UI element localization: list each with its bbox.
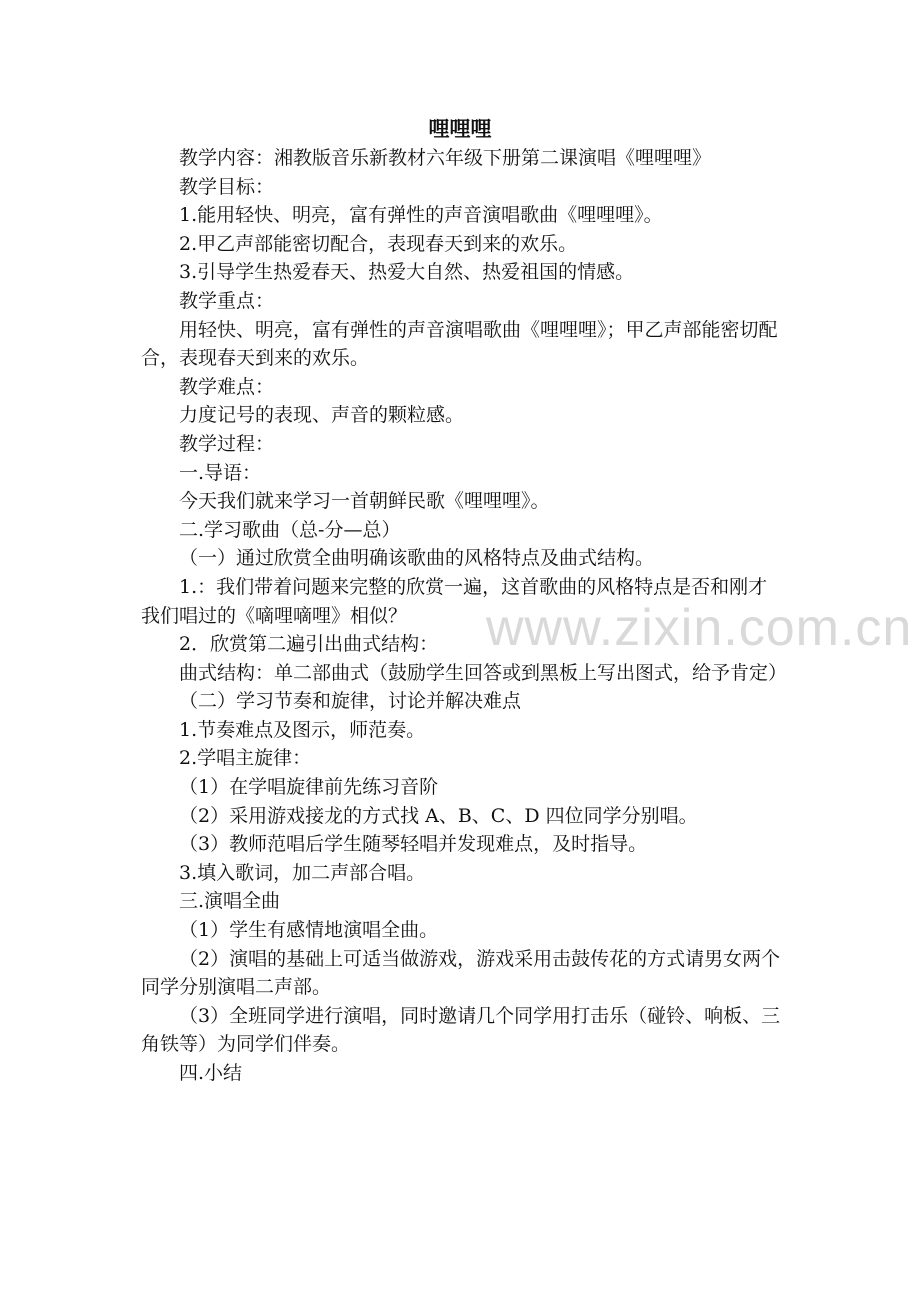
step-2-1-1: 1.：我们带着问题来完整的欣赏一遍，这首歌曲的风格特点是否和刚才我们唱过的《嘀哩嘀哩》相似？ [141,575,768,627]
step-3-2: （2）演唱的基础上可适当做游戏，游戏采用击鼓传花的方式请男女两个同学分别演唱二声部。 [141,947,781,999]
step-3-3: （3）全班同学进行演唱，同时邀请几个同学用打击乐（碰铃、响板、三角铁等）为同学们伴奏。 [141,1004,781,1056]
step-2-2-1: 1.节奏难点及图示，师范奏。 [179,718,426,741]
step-2-2-3: 3.填入歌词，加二声部合唱。 [179,861,426,884]
form-structure-text: 曲式结构：单二部曲式（鼓励学生回答或到黑板上写出图式，给予肯定） [179,661,788,684]
document-title: 哩哩哩 [428,116,492,141]
step-2-2-2-b: （2）采用游戏接龙的方式找 A、B、C、D 四位同学分别唱。 [179,804,698,827]
step-2-2-2-a: （1）在学唱旋律前先练习音阶 [179,776,439,799]
section-1-heading: 一.导语： [179,461,262,484]
section-3-heading: 三.演唱全曲 [179,890,281,913]
heading-key-points: 教学重点： [179,289,275,312]
objective-3: 3.引导学生热爱春天、热爱大自然、热爱祖国的情感。 [179,261,635,284]
key-points-text: 用轻快、明亮，富有弹性的声音演唱歌曲《哩哩哩》；甲乙声部能密切配合，表现春天到来的欢乐。 [141,318,778,370]
objective-2: 2.甲乙声部能密切配合，表现春天到来的欢乐。 [179,232,578,255]
section-2-heading: 二.学习歌曲（总-分—总） [179,518,401,541]
step-2-1-2: 2．欣赏第二遍引出曲式结构： [179,633,439,656]
paragraph-content: 教学内容：湘教版音乐新教材六年级下册第二课演唱《哩哩哩》 [179,147,712,169]
step-3-1: （1）学生有感情地演唱全曲。 [179,919,439,942]
heading-process: 教学过程： [179,432,275,455]
heading-objectives: 教学目标： [179,175,275,198]
document-body [141,144,788,1088]
difficulties-text: 力度记号的表现、声音的颗粒感。 [179,404,465,427]
subsection-2-1-heading: （一）通过欣赏全曲明确该歌曲的风格特点及曲式结构。 [179,547,655,570]
step-2-2-2-c: （3）教师范唱后学生随琴轻唱并发现难点，及时指导。 [179,833,648,856]
step-2-2-2: 2.学唱主旋律： [179,747,312,770]
objective-1: 1.能用轻快、明亮，富有弹性的声音演唱歌曲《哩哩哩》。 [179,204,663,227]
section-1-text: 今天我们就来学习一首朝鲜民歌《哩哩哩》。 [179,490,550,513]
section-4-heading: 四.小结 [179,1062,243,1084]
watermark: www.zixin.com.cn [486,599,913,657]
heading-difficulties: 教学难点： [179,375,275,398]
subsection-2-2-heading: （二）学习节奏和旋律，讨论并解决难点 [179,690,522,713]
